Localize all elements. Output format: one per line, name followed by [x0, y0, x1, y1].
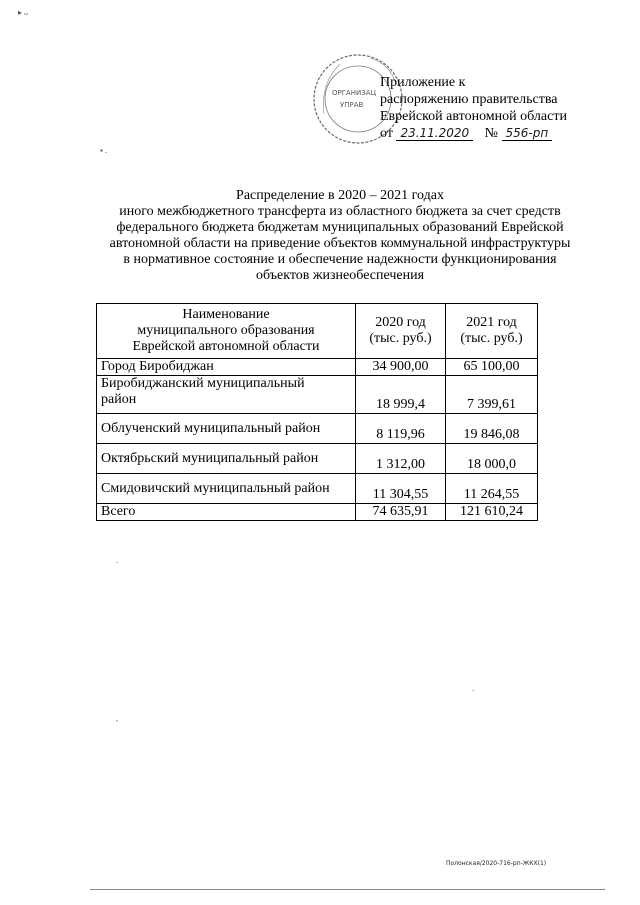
appendix-date-number-line [380, 125, 590, 142]
scan-speck: ▪ . [100, 146, 107, 155]
value-2021: 11 264,55 [446, 474, 538, 504]
header-municipality [97, 304, 356, 359]
table-row [97, 376, 538, 414]
appendix-line: Приложение к [380, 75, 466, 90]
title-line: в нормативное состояние и обеспечение надежности функционирования [123, 252, 557, 267]
title-line: автономной области на приведение объектов коммунальной инфраструктуры [109, 236, 571, 251]
value-2020: 8 119,96 [356, 414, 446, 444]
value-2020: 18 999,4 [356, 376, 446, 414]
total-label: Всего [97, 504, 356, 521]
header-text: Наименование [182, 307, 270, 322]
number-label: № [484, 126, 499, 141]
footer-reference: Полонская/2020-716-рп-ЖКХ(1) [446, 860, 547, 867]
header-2021 [446, 304, 538, 359]
municipality-name: Смидовичский муниципальный район [97, 474, 356, 504]
table-row [97, 414, 538, 444]
appendix-line: распоряжению правительства [380, 92, 558, 107]
value-2021: 18 000,0 [446, 444, 538, 474]
handwritten-date: 23.11.2020 [396, 126, 473, 141]
appendix-block [380, 74, 590, 142]
value-2020: 11 304,55 [356, 474, 446, 504]
value-2021: 19 846,08 [446, 414, 538, 444]
title-line: федерального бюджета бюджетам муниципальных образований Еврейской [116, 220, 564, 235]
title-line: иного межбюджетного трансферта из областного бюджета за счет средств [119, 204, 561, 219]
name-line: район [101, 392, 137, 407]
document-title [80, 188, 600, 284]
scan-speck: . [472, 684, 474, 693]
distribution-table [96, 303, 538, 521]
header-text: (тыс. руб.) [460, 331, 523, 346]
header-text: 2020 год [375, 315, 426, 330]
scan-speck: . [116, 556, 118, 565]
table-row [97, 444, 538, 474]
value-2020: 1 312,00 [356, 444, 446, 474]
total-2020: 74 635,91 [356, 504, 446, 521]
header-text: муниципального образования [137, 323, 315, 338]
value-2021: 65 100,00 [446, 359, 538, 376]
handwritten-number: 556-рп [502, 126, 553, 141]
header-text: Еврейской автономной области [132, 339, 320, 354]
table-header-row [97, 304, 538, 359]
title-line: объектов жизнеобеспечения [255, 268, 425, 283]
scan-speck: ▸ ᴗ [18, 8, 29, 17]
value-2020: 34 900,00 [356, 359, 446, 376]
table-row [97, 359, 538, 376]
municipality-name: Октябрьский муниципальный район [97, 444, 356, 474]
scan-speck: , [116, 714, 118, 723]
table-total-row [97, 504, 538, 521]
municipality-name: Город Биробиджан [97, 359, 356, 376]
municipality-name: Облученский муниципальный район [97, 414, 356, 444]
total-2021: 121 610,24 [446, 504, 538, 521]
municipality-name [97, 376, 356, 414]
svg-text:ОРГАНИЗАЦ: ОРГАНИЗАЦ [332, 89, 376, 97]
header-2020 [356, 304, 446, 359]
header-text: (тыс. руб.) [369, 331, 432, 346]
value-2021: 7 399,61 [446, 376, 538, 414]
page-bottom-edge [90, 889, 605, 890]
name-line: Биробиджанский муниципальный [101, 376, 305, 391]
table-row [97, 474, 538, 504]
title-line: Распределение в 2020 – 2021 годах [236, 188, 444, 203]
header-text: 2021 год [466, 315, 517, 330]
appendix-line: Еврейской автономной области [380, 109, 567, 124]
from-label: от [380, 126, 393, 141]
svg-text:УПРАВ: УПРАВ [340, 101, 364, 109]
